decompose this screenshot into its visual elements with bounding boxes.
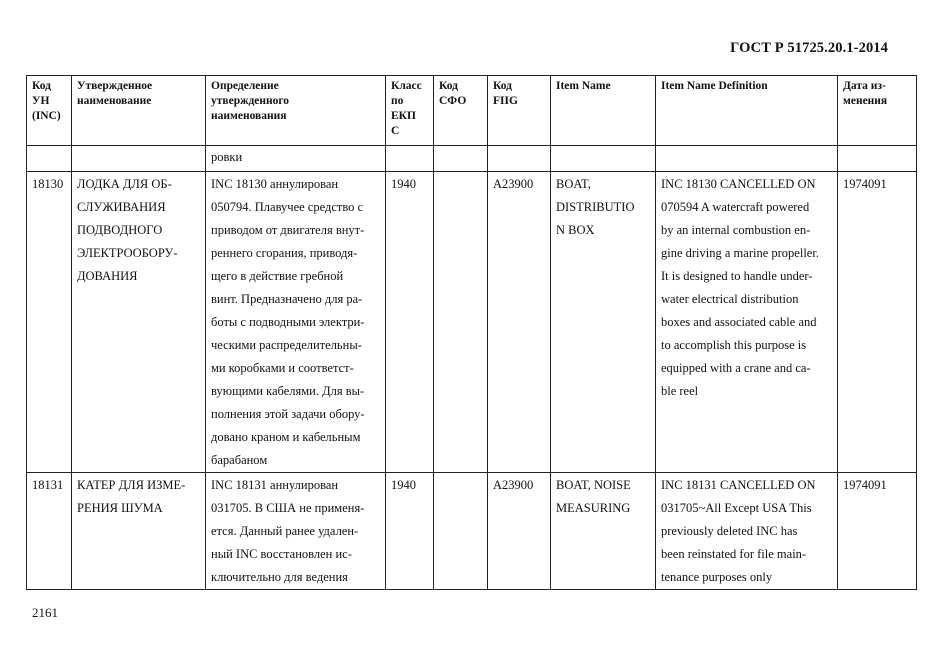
cell-fiig: A23900 bbox=[488, 473, 551, 590]
cell-line: ключительно для ведения bbox=[211, 570, 348, 584]
cell-line: 031705~All Except USA This bbox=[661, 501, 812, 515]
cell-line: gine driving a marine propeller. bbox=[661, 246, 819, 260]
column-header-line: Класс bbox=[391, 80, 422, 92]
column-header-line: Определение bbox=[211, 80, 279, 92]
column-header-inc bbox=[27, 76, 72, 146]
cell-line: боты с подводными электри- bbox=[211, 315, 365, 329]
column-header-line: FIIG bbox=[493, 95, 518, 107]
cell-line: water electrical distribution bbox=[661, 292, 799, 306]
continuation-cell-inc bbox=[27, 146, 72, 172]
column-header-line: Код bbox=[439, 80, 459, 92]
column-header-item_def bbox=[656, 76, 838, 146]
column-header-line: Дата из- bbox=[843, 80, 886, 92]
table-header-row bbox=[27, 76, 917, 146]
cell-line: It is designed to handle under- bbox=[661, 269, 813, 283]
cell-line: tenance purposes only bbox=[661, 570, 773, 584]
cell-line: ми коробками и соответст- bbox=[211, 361, 354, 375]
cell-item_name bbox=[551, 473, 656, 590]
cell-line: equipped with a crane and ca- bbox=[661, 361, 811, 375]
column-header-line: наименования bbox=[211, 110, 287, 122]
column-header-line: менения bbox=[843, 95, 888, 107]
cell-line: to accomplish this purpose is bbox=[661, 338, 807, 352]
cell-ekps: 1940 bbox=[386, 172, 434, 473]
cell-line: щего в действие гребной bbox=[211, 269, 344, 283]
cell-name_ru bbox=[72, 172, 206, 473]
cell-line: ЭЛЕКТРООБОРУ- bbox=[77, 246, 178, 260]
cell-line: been reinstated for file main- bbox=[661, 547, 807, 561]
continuation-cell-date bbox=[838, 146, 917, 172]
cell-line: ется. Данный ранее удален- bbox=[211, 524, 359, 538]
column-header-sfo bbox=[434, 76, 488, 146]
cell-line: boxes and associated cable and bbox=[661, 315, 817, 329]
cell-ekps: 1940 bbox=[386, 473, 434, 590]
cell-line: ЛОДКА ДЛЯ ОБ- bbox=[77, 177, 172, 191]
table-row bbox=[27, 172, 917, 473]
cell-line: DISTRIBUTIO bbox=[556, 200, 635, 214]
column-header-line: по bbox=[391, 95, 404, 107]
cell-line: 070594 A watercraft powered bbox=[661, 200, 810, 214]
cell-sfo bbox=[434, 473, 488, 590]
cell-line: полнения этой задачи обору- bbox=[211, 407, 365, 421]
column-header-line: УН bbox=[32, 95, 50, 107]
cell-line: INC 18130 CANCELLED ON bbox=[661, 177, 816, 191]
continuation-cell-fiig bbox=[488, 146, 551, 172]
cell-inc: 18131 bbox=[27, 473, 72, 590]
cell-line: РЕНИЯ ШУМА bbox=[77, 501, 163, 515]
column-header-def_ru bbox=[206, 76, 386, 146]
cell-line: N BOX bbox=[556, 223, 595, 237]
column-header-ekps bbox=[386, 76, 434, 146]
continuation-row bbox=[27, 146, 917, 172]
table-row bbox=[27, 473, 917, 590]
cell-line: MEASURING bbox=[556, 501, 631, 515]
continuation-cell-ekps bbox=[386, 146, 434, 172]
cell-def_ru bbox=[206, 172, 386, 473]
page-number: 2161 bbox=[32, 605, 58, 620]
column-header-item_name bbox=[551, 76, 656, 146]
cell-line: винт. Предназначено для ра- bbox=[211, 292, 363, 306]
cell-item_def bbox=[656, 172, 838, 473]
cell-date: 1974091 bbox=[838, 473, 917, 590]
cell-line: ческими распределительны- bbox=[211, 338, 362, 352]
column-header-line: С bbox=[391, 125, 400, 137]
cell-sfo bbox=[434, 172, 488, 473]
cell-def_ru bbox=[206, 473, 386, 590]
continuation-cell-sfo bbox=[434, 146, 488, 172]
cell-line: СЛУЖИВАНИЯ bbox=[77, 200, 166, 214]
continuation-cell-item_name bbox=[551, 146, 656, 172]
cell-line: ДОВАНИЯ bbox=[77, 269, 138, 283]
cell-name_ru bbox=[72, 473, 206, 590]
column-header-line: Код bbox=[493, 80, 513, 92]
cell-item_name bbox=[551, 172, 656, 473]
cell-line: барабаном bbox=[211, 453, 268, 467]
column-header-line: Item Name Definition bbox=[661, 80, 768, 92]
column-header-name_ru bbox=[72, 76, 206, 146]
cell-line: INC 18131 CANCELLED ON bbox=[661, 478, 816, 492]
cell-line: 031705. В США не применя- bbox=[211, 501, 365, 515]
cell-line: КАТЕР ДЛЯ ИЗМЕ- bbox=[77, 478, 186, 492]
column-header-line: наименование bbox=[77, 95, 152, 107]
cell-inc: 18130 bbox=[27, 172, 72, 473]
document-id: ГОСТ Р 51725.20.1-2014 bbox=[730, 40, 888, 56]
cell-line: приводом от двигателя внут- bbox=[211, 223, 365, 237]
cell-line: реннего сгорания, приводя- bbox=[211, 246, 358, 260]
continuation-cell-def_ru: ровки bbox=[206, 146, 386, 172]
column-header-line: утвержденного bbox=[211, 95, 290, 107]
column-header-line: СФО bbox=[439, 95, 467, 107]
cell-line: previously deleted INC has bbox=[661, 524, 798, 538]
cell-line: ПОДВОДНОГО bbox=[77, 223, 163, 237]
cell-line: by an internal combustion en- bbox=[661, 223, 811, 237]
cell-line: INC 18131 аннулирован bbox=[211, 478, 339, 492]
cell-line: ный INC восстановлен ис- bbox=[211, 547, 352, 561]
column-header-line: ЕКП bbox=[391, 110, 416, 122]
cell-line: BOAT, NOISE bbox=[556, 478, 631, 492]
cell-line: вующими кабелями. Для вы- bbox=[211, 384, 365, 398]
cell-line: ble reel bbox=[661, 384, 699, 398]
cell-fiig: A23900 bbox=[488, 172, 551, 473]
column-header-line: Код bbox=[32, 80, 52, 92]
inc-table bbox=[26, 75, 917, 590]
column-header-line: Утвержденное bbox=[77, 80, 153, 92]
cell-line: BOAT, bbox=[556, 177, 591, 191]
cell-line: INC 18130 аннулирован bbox=[211, 177, 339, 191]
continuation-cell-name_ru bbox=[72, 146, 206, 172]
column-header-fiig bbox=[488, 76, 551, 146]
cell-line: довано краном и кабельным bbox=[211, 430, 361, 444]
cell-item_def bbox=[656, 473, 838, 590]
cell-date: 1974091 bbox=[838, 172, 917, 473]
cell-line: 050794. Плавучее средство с bbox=[211, 200, 364, 214]
continuation-cell-item_def bbox=[656, 146, 838, 172]
column-header-date bbox=[838, 76, 917, 146]
column-header-line: Item Name bbox=[556, 80, 611, 92]
column-header-line: (INC) bbox=[32, 110, 61, 122]
